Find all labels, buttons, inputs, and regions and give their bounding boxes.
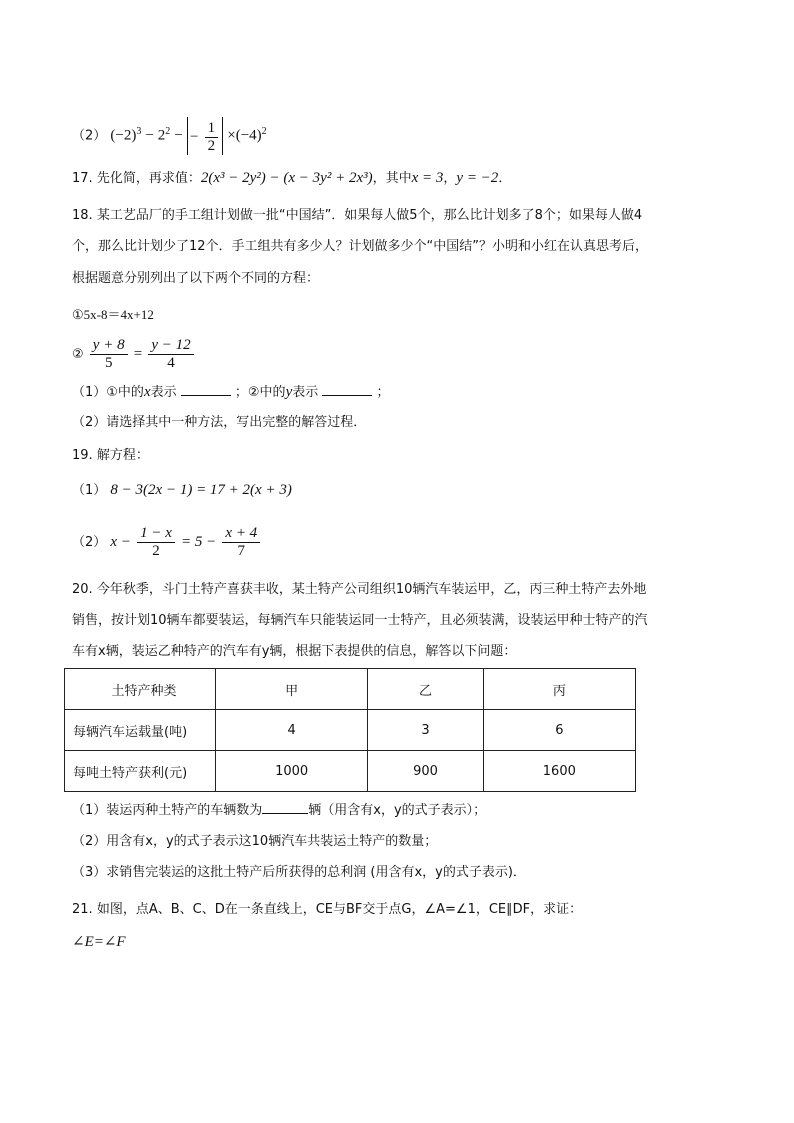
- q18-eq2: [72, 334, 196, 375]
- q19-p2-num-2: x + 4: [222, 525, 260, 543]
- table-row: [65, 751, 636, 792]
- q18-eq2-right-num: y − 12: [148, 337, 193, 355]
- q20-answer-blank[interactable]: [262, 813, 308, 814]
- q21-line1: [72, 900, 582, 920]
- q18-answer-blank-1[interactable]: [181, 395, 231, 396]
- q16-part2: [72, 112, 267, 156]
- q18-answer-blank-2[interactable]: [322, 395, 372, 396]
- q18-eq2-left-fraction: [90, 337, 128, 372]
- q18-eq2-left-num: y + 8: [90, 337, 128, 355]
- q18-line3: 根据题意分别列出了以下两个不同的方程：: [72, 271, 320, 286]
- q16-frac-num: 1: [205, 120, 219, 138]
- q19-p2-num-1: 1 − x: [137, 525, 175, 543]
- q18-line1: [72, 206, 642, 226]
- q16-expr-c: −: [174, 127, 183, 144]
- q17-cond: ，其中: [372, 171, 412, 186]
- q16-expr-a: (−2): [110, 127, 137, 144]
- q19-title: 解方程：: [96, 448, 149, 463]
- q17-text: 先化简，再求值：: [96, 171, 201, 186]
- table-header-cell: 甲: [216, 669, 368, 710]
- q19-p2-fraction-2: [222, 525, 260, 560]
- q19-p2-label: （2）: [72, 535, 107, 550]
- q21-num: 21.: [72, 902, 93, 917]
- q17-y-val: y = −2: [456, 170, 499, 186]
- q20-text1: 今年秋季，斗门土特产喜获丰收，某土特产公司组织10辆汽车装运甲，乙，丙三种土特产去外地: [96, 582, 647, 597]
- q16-fraction: [205, 120, 219, 155]
- q18-sub1: [72, 382, 390, 403]
- q20-line3: 车有x辆，装运乙种特产的汽车有y辆，根据下表提供的信息，解答以下问题：: [72, 644, 517, 659]
- q18-eq2-left-den: 5: [104, 355, 113, 371]
- q19-num: 19.: [72, 448, 93, 463]
- table-cell: 3: [368, 710, 483, 751]
- q19-p2-den-1: 2: [152, 543, 160, 559]
- q20-sub3: （3）求销售完装运的这批土特产后所获得的总利润 (用含有x，y的式子表示)．: [72, 865, 526, 880]
- q18-eq2-right-den: 4: [167, 355, 175, 371]
- table-cell: 4: [216, 710, 368, 751]
- q16-expr-d: ×(−4): [227, 127, 262, 144]
- q16-exp-b: 2: [165, 126, 171, 137]
- table-header-row: [65, 669, 636, 710]
- q19-title-line: [72, 446, 149, 466]
- q16-expr-b: − 2: [145, 127, 166, 144]
- q20-num: 20.: [72, 582, 93, 597]
- q18-sub1-x: x: [143, 384, 151, 400]
- q20-line1: [72, 580, 646, 600]
- q17-num: 17.: [72, 171, 93, 186]
- table-header-cell: 乙: [368, 669, 483, 710]
- q17-end: ．: [498, 171, 512, 186]
- q18-eq1: ①5x-8＝4x+12: [72, 307, 154, 322]
- q18-sub1-a: （1）①中的: [72, 385, 144, 400]
- q19-p2-b: = 5 −: [181, 534, 217, 550]
- table-cell: 900: [368, 751, 483, 792]
- q18-num: 18.: [72, 208, 93, 223]
- q17-sep: ，: [443, 171, 457, 186]
- table-row-label: 每辆汽车运载量(吨): [65, 710, 216, 751]
- table-cell: 1600: [483, 751, 635, 792]
- q21-text1: 如图，点A、B、C、D在一条直线上，CE与BF交于点G，∠A=∠1，CE∥DF，求证：: [96, 902, 583, 917]
- q19-p1-expr: 8 − 3(2x − 1) = 17 + 2(x + 3): [110, 482, 292, 498]
- q17-expr: 2(x³ − 2y²) − (x − 3y² + 2x³): [200, 170, 373, 186]
- q19-p1-label: （1）: [72, 483, 107, 498]
- q17-x-val: x = 3: [411, 170, 444, 186]
- q18-sub2: （2）请选择其中一种方法，写出完整的解答过程．: [72, 415, 367, 430]
- q20-data-table: [64, 668, 636, 792]
- q20-sub1-a: （1）装运丙种土特产的车辆数为: [72, 803, 263, 818]
- q16-exp-d: 2: [261, 126, 267, 137]
- q18-sub1-d: 表示: [292, 385, 319, 400]
- q18-eq2-right-fraction: [148, 337, 193, 372]
- q16-label: （2）: [72, 128, 107, 144]
- q19-part1: [72, 480, 292, 501]
- q18-eq2-mark: ②: [72, 347, 84, 362]
- q16-frac-den: 2: [207, 137, 216, 154]
- q18-sub1-y: y: [285, 384, 293, 400]
- q16-exp-a: 3: [136, 126, 142, 137]
- q16-abs-value: [187, 117, 223, 155]
- table-row-label: 每吨土特产获利(元): [65, 751, 216, 792]
- table-cell: 6: [483, 710, 635, 751]
- q17: [72, 168, 511, 189]
- q18-line2: 个，那么比计划少了12个．手工组共有多少人？计划做多少个“中国结”？小明和小红在认真思考后，: [72, 239, 649, 254]
- q19-part2: [72, 522, 262, 563]
- q18-sub1-b: 表示: [150, 385, 177, 400]
- q20-line2: 销售，按计划10辆车都要装运，每辆汽车只能装运同一士特产，且必须装满，设装运甲种士特产的汽: [72, 613, 648, 628]
- q20-sub2: （2）用含有x，y的式子表示这10辆汽车共装运土特产的数量；: [72, 834, 438, 849]
- table-header-cell: 丙: [483, 669, 635, 710]
- table-cell: 1000: [216, 751, 368, 792]
- table-header-cell: 土特产种类: [65, 669, 216, 710]
- q21-line2: ∠E=∠F: [72, 934, 126, 950]
- q18-sub1-e: ；: [376, 385, 390, 400]
- q18-text1: 某工艺品厂的手工组计划做一批“中国结”．如果每人做5个，那么比计划多了8个；如果每人做4: [96, 208, 643, 223]
- q19-p2-fraction-1: [137, 525, 175, 560]
- q16-abs-inner: −: [189, 128, 199, 145]
- q20-sub1: [72, 801, 486, 821]
- q19-p2-den-2: 7: [237, 543, 246, 559]
- table-row: [65, 710, 636, 751]
- q18-eq2-equals: =: [133, 346, 143, 362]
- q19-p2-a: x −: [110, 534, 131, 550]
- q18-sub1-c: ；②中的: [234, 385, 286, 400]
- q20-sub1-b: 辆（用含有x，y的式子表示）；: [308, 803, 487, 818]
